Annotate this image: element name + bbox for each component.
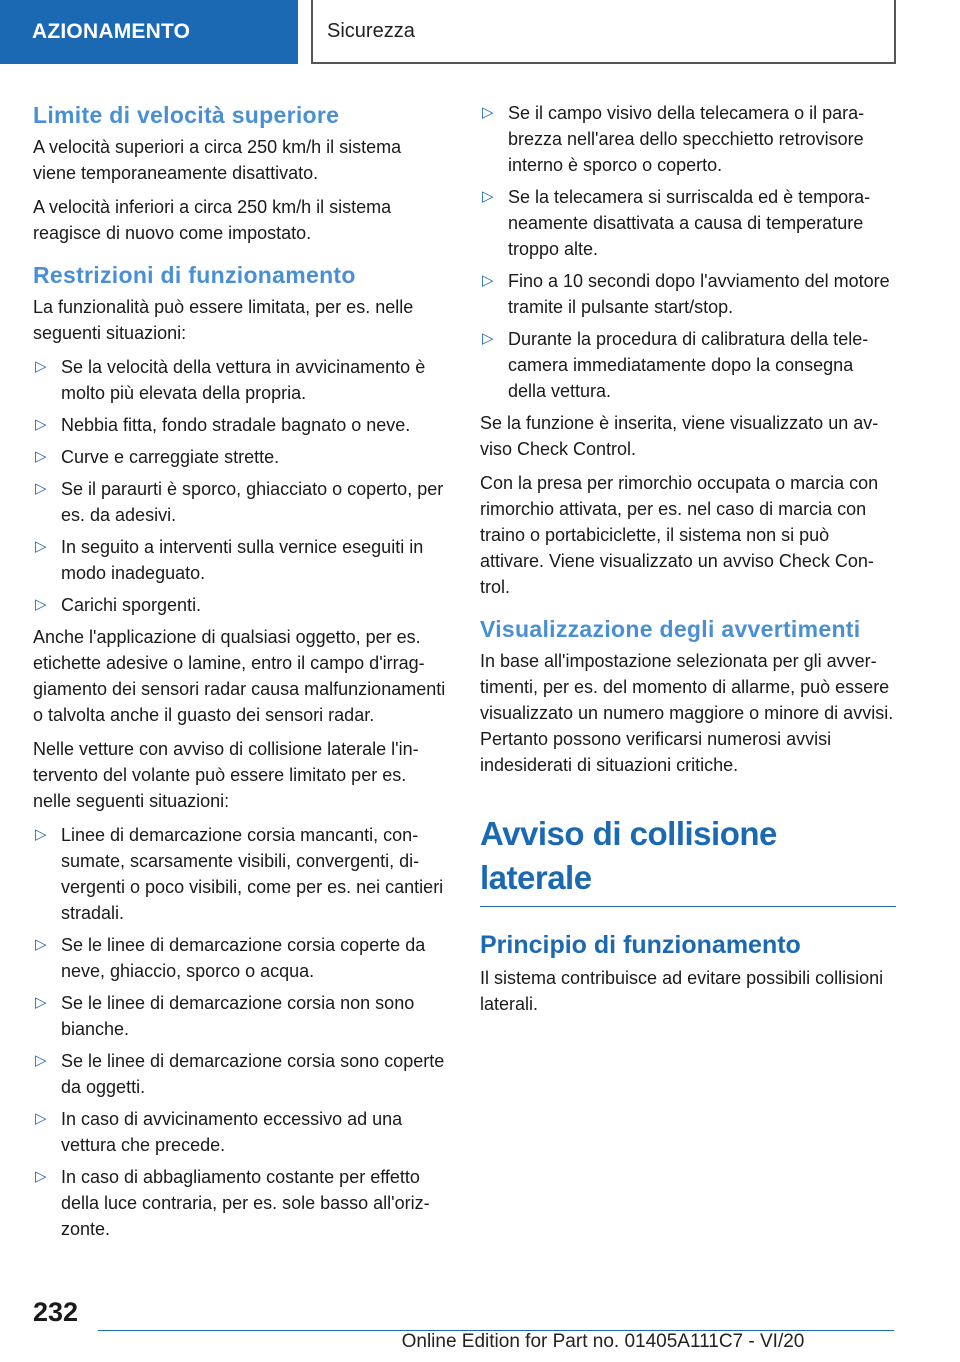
triangle-bullet-icon: ▷ xyxy=(35,596,47,613)
paragraph-object-application: Anche l'applicazione di qualsiasi oggetto, per es. etichette adesive o lamine, entro il campo d'irraggiamento dei sensori radar causa malfunzionamenti o talvolta anche il guasto dei sensori radar. xyxy=(33,627,446,725)
section-title: AZIONAMENTO xyxy=(32,20,191,43)
left-column xyxy=(33,100,449,1248)
list-item: ▷ Se la velocità della vettura in avvicinamento è molto più elevata della propria. xyxy=(33,354,449,406)
list-item: ▷ In caso di abbagliamento costante per effetto della luce contraria, per es. sole basso all'orizzonte. xyxy=(33,1164,449,1242)
triangle-bullet-icon: ▷ xyxy=(35,1052,47,1069)
triangle-bullet-icon: ▷ xyxy=(35,1110,47,1127)
heading-principle: Principio di funzionamento xyxy=(480,931,801,959)
heading-warnings: Visualizzazione degli avvertimenti xyxy=(480,616,861,642)
right-column xyxy=(480,100,896,1025)
list-item: ▷ Curve e carreggiate strette. xyxy=(33,444,449,470)
list-item: ▷ Se il campo visivo della telecamera o il parabrezza nell'area dello specchietto retrovisore interno è sporco o coperto. xyxy=(480,100,896,178)
camera-conditions-list xyxy=(480,100,896,404)
paragraph-check-control: Se la funzione è inserita, viene visualizzato un avviso Check Control. xyxy=(480,413,879,459)
list-item: ▷ Carichi sporgenti. xyxy=(33,592,449,618)
paragraph-warnings: In base all'impostazione selezionata per gli avvertimenti, per es. del momento di allarme, può essere visualizzato un numero maggiore o minore di avvisi. Pertanto possono verificarsi numerosi avvisi indesiderati di situazioni critiche. xyxy=(480,651,894,775)
list-item: ▷ Linee di demarcazione corsia mancanti, consumate, scarsamente visibili, convergenti, divergenti o poco visibili, come per es. nei cantieri stradali. xyxy=(33,822,449,926)
triangle-bullet-icon: ▷ xyxy=(35,936,47,953)
triangle-bullet-icon: ▷ xyxy=(482,330,494,347)
triangle-bullet-icon: ▷ xyxy=(35,1168,47,1185)
triangle-bullet-icon: ▷ xyxy=(482,272,494,289)
triangle-bullet-icon: ▷ xyxy=(35,448,47,465)
list-item: ▷ Se la telecamera si surriscalda ed è temporaneamente disattivata a causa di temperature troppo alte. xyxy=(480,184,896,262)
heading-restrictions: Restrizioni di funzionamento xyxy=(33,262,356,288)
list-item: ▷ Se le linee di demarcazione corsia sono coperte da oggetti. xyxy=(33,1048,449,1100)
paragraph-principle: Il sistema contribuisce ad evitare possibili collisioni laterali. xyxy=(480,968,884,1014)
triangle-bullet-icon: ▷ xyxy=(482,104,494,121)
list-item: ▷ Nebbia fitta, fondo stradale bagnato o neve. xyxy=(33,412,449,438)
paragraph-limit-above: A velocità superiori a circa 250 km/h il sistema viene temporaneamente disattivato. xyxy=(33,137,402,183)
paragraph-trailer: Con la presa per rimorchio occupata o marcia con rimorchio attivata, per es. nel caso di marcia con traino o portabiciclette, il sistema non si può attivare. Viene visualizzato un avviso Check Control. xyxy=(480,473,879,597)
chapter-title: Sicurezza xyxy=(327,19,415,42)
triangle-bullet-icon: ▷ xyxy=(35,480,47,497)
page-number: 232 xyxy=(33,1297,79,1327)
heading-speed-limit: Limite di velocità superiore xyxy=(33,102,340,128)
heading-side-collision-warning: Avviso di collisione laterale xyxy=(480,812,896,907)
triangle-bullet-icon: ▷ xyxy=(35,994,47,1011)
triangle-bullet-icon: ▷ xyxy=(35,826,47,843)
paragraph-side-collision: Nelle vetture con avviso di collisione laterale l'intervento del volante può essere limitato per es. nelle seguenti situazioni: xyxy=(33,739,419,811)
list-item: ▷ Se le linee di demarcazione corsia coperte da neve, ghiaccio, sporco o acqua. xyxy=(33,932,449,984)
triangle-bullet-icon: ▷ xyxy=(482,188,494,205)
list-item: ▷ Se il paraurti è sporco, ghiacciato o coperto, per es. da adesivi. xyxy=(33,476,449,528)
lane-conditions-list xyxy=(33,822,449,1242)
restrictions-list xyxy=(33,354,449,618)
list-item: ▷ Se le linee di demarcazione corsia non sono bianche. xyxy=(33,990,449,1042)
triangle-bullet-icon: ▷ xyxy=(35,358,47,375)
list-item: ▷ In seguito a interventi sulla vernice eseguiti in modo inadeguato. xyxy=(33,534,449,586)
paragraph-restrictions: La funzionalità può essere limitata, per es. nelle seguenti situazioni: xyxy=(33,297,414,343)
paragraph-limit-below: A velocità inferiori a circa 250 km/h il sistema reagisce di nuovo come impostato. xyxy=(33,197,392,243)
footer-edition: Online Edition for Part no. 01405A111C7 - VI/20 xyxy=(401,1331,805,1352)
triangle-bullet-icon: ▷ xyxy=(35,538,47,555)
chapter-tab xyxy=(311,0,896,64)
section-tab xyxy=(0,0,298,64)
list-item: ▷ Durante la procedura di calibratura della telecamera immediatamente dopo la consegna della vettura. xyxy=(480,326,896,404)
triangle-bullet-icon: ▷ xyxy=(35,416,47,433)
list-item: ▷ In caso di avvicinamento eccessivo ad una vettura che precede. xyxy=(33,1106,449,1158)
list-item: ▷ Fino a 10 secondi dopo l'avviamento del motore tramite il pulsante start/stop. xyxy=(480,268,896,320)
